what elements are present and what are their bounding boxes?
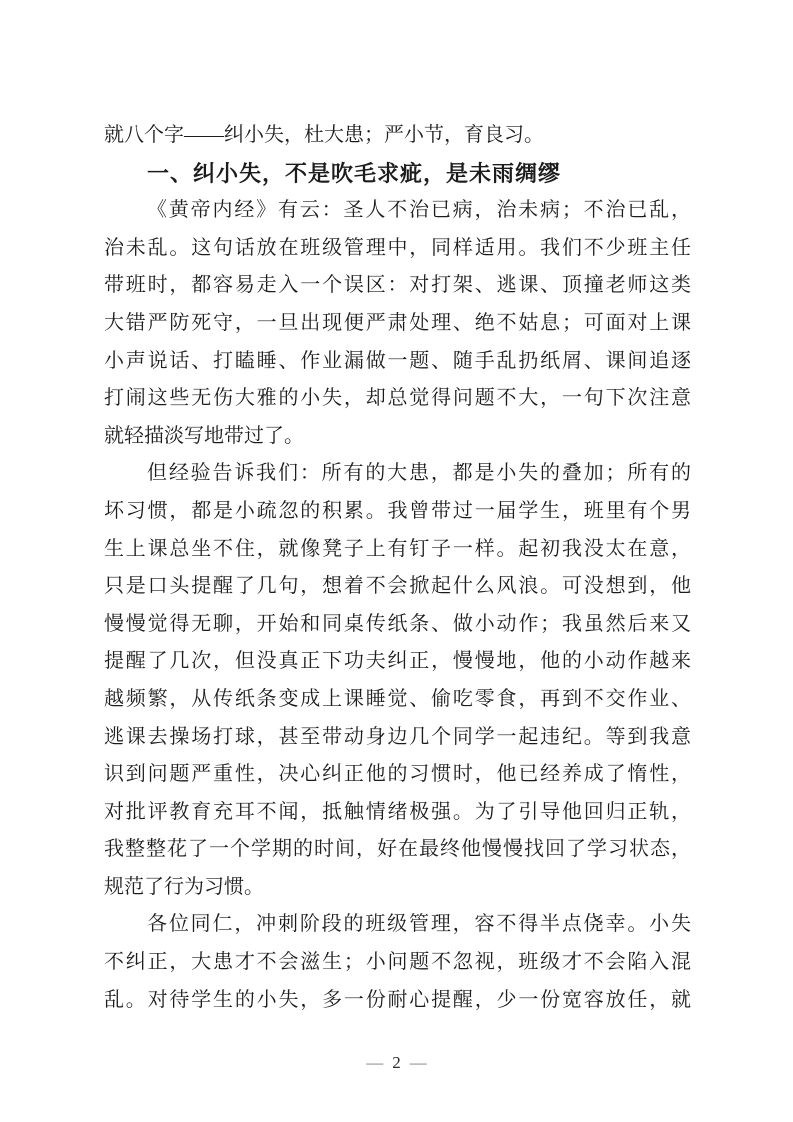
text-line: 只是口头提醒了几句，想着不会掀起什么风浪。可没想到，他	[104, 575, 691, 598]
footer-dash-right: —	[409, 1053, 427, 1072]
text-line: 我整整花了一个学期的时间，好在最终他慢慢找回了学习状态，	[104, 838, 691, 861]
text-line: 就轻描淡写地带过了。	[104, 424, 304, 447]
page-footer	[0, 1051, 793, 1075]
text-line: 坏习惯，都是小疏忽的积累。我曾带过一届学生，班里有个男	[104, 499, 691, 522]
text-line: 慢慢觉得无聊，开始和同桌传纸条、做小动作；我虽然后来又	[104, 612, 691, 635]
text-line: 大错严防死守，一旦出现便严肃处理、绝不姑息；可面对上课	[104, 311, 691, 334]
text-line: 各位同仁，冲刺阶段的班级管理，容不得半点侥幸。小失	[147, 913, 691, 936]
text-line: 《黄帝内经》有云：圣人不治已病，治未病；不治已乱，	[147, 199, 691, 222]
text-line: 提醒了几次，但没真正下功夫纠正，慢慢地，他的小动作越来	[104, 650, 691, 673]
text-line: 对批评教育充耳不闻，抵触情绪极强。为了引导他回归正轨，	[104, 800, 691, 823]
page-number: 2	[392, 1053, 401, 1072]
text-line: 但经验告诉我们：所有的大患，都是小失的叠加；所有的	[147, 462, 691, 485]
text-line: 不纠正，大患才不会滋生；小问题不忽视，班级才不会陷入混	[104, 951, 691, 974]
text-line: 一、纠小失，不是吹毛求疵，是未雨绸缪	[147, 160, 562, 186]
text-line: 规范了行为习惯。	[104, 875, 264, 898]
footer-dash-left: —	[366, 1053, 384, 1072]
text-line: 生上课总坐不住，就像凳子上有钉子一样。起初我没太在意，	[104, 537, 691, 560]
text-line: 识到问题严重性，决心纠正他的习惯时，他已经养成了惰性，	[104, 763, 691, 786]
text-line: 越频繁，从传纸条变成上课睡觉、偷吃零食，再到不交作业、	[104, 687, 691, 710]
document-body	[104, 117, 691, 1019]
text-line: 打闹这些无伤大雅的小失，却总觉得问题不大，一句下次注意	[104, 387, 691, 410]
text-line: 带班时，都容易走入一个误区：对打架、逃课、顶撞老师这类	[104, 274, 691, 297]
text-line: 逃课去操场打球，甚至带动身边几个同学一起违纪。等到我意	[104, 725, 691, 748]
text-line: 小声说话、打瞌睡、作业漏做一题、随手乱扔纸屑、课间追逐	[104, 349, 691, 372]
text-line: 就八个字——纠小失，杜大患；严小节，育良习。	[104, 124, 544, 146]
text-line: 治未乱。这句话放在班级管理中，同样适用。我们不少班主任	[104, 236, 691, 259]
text-line: 乱。对待学生的小失，多一份耐心提醒，少一份宽容放任，就	[104, 988, 691, 1011]
